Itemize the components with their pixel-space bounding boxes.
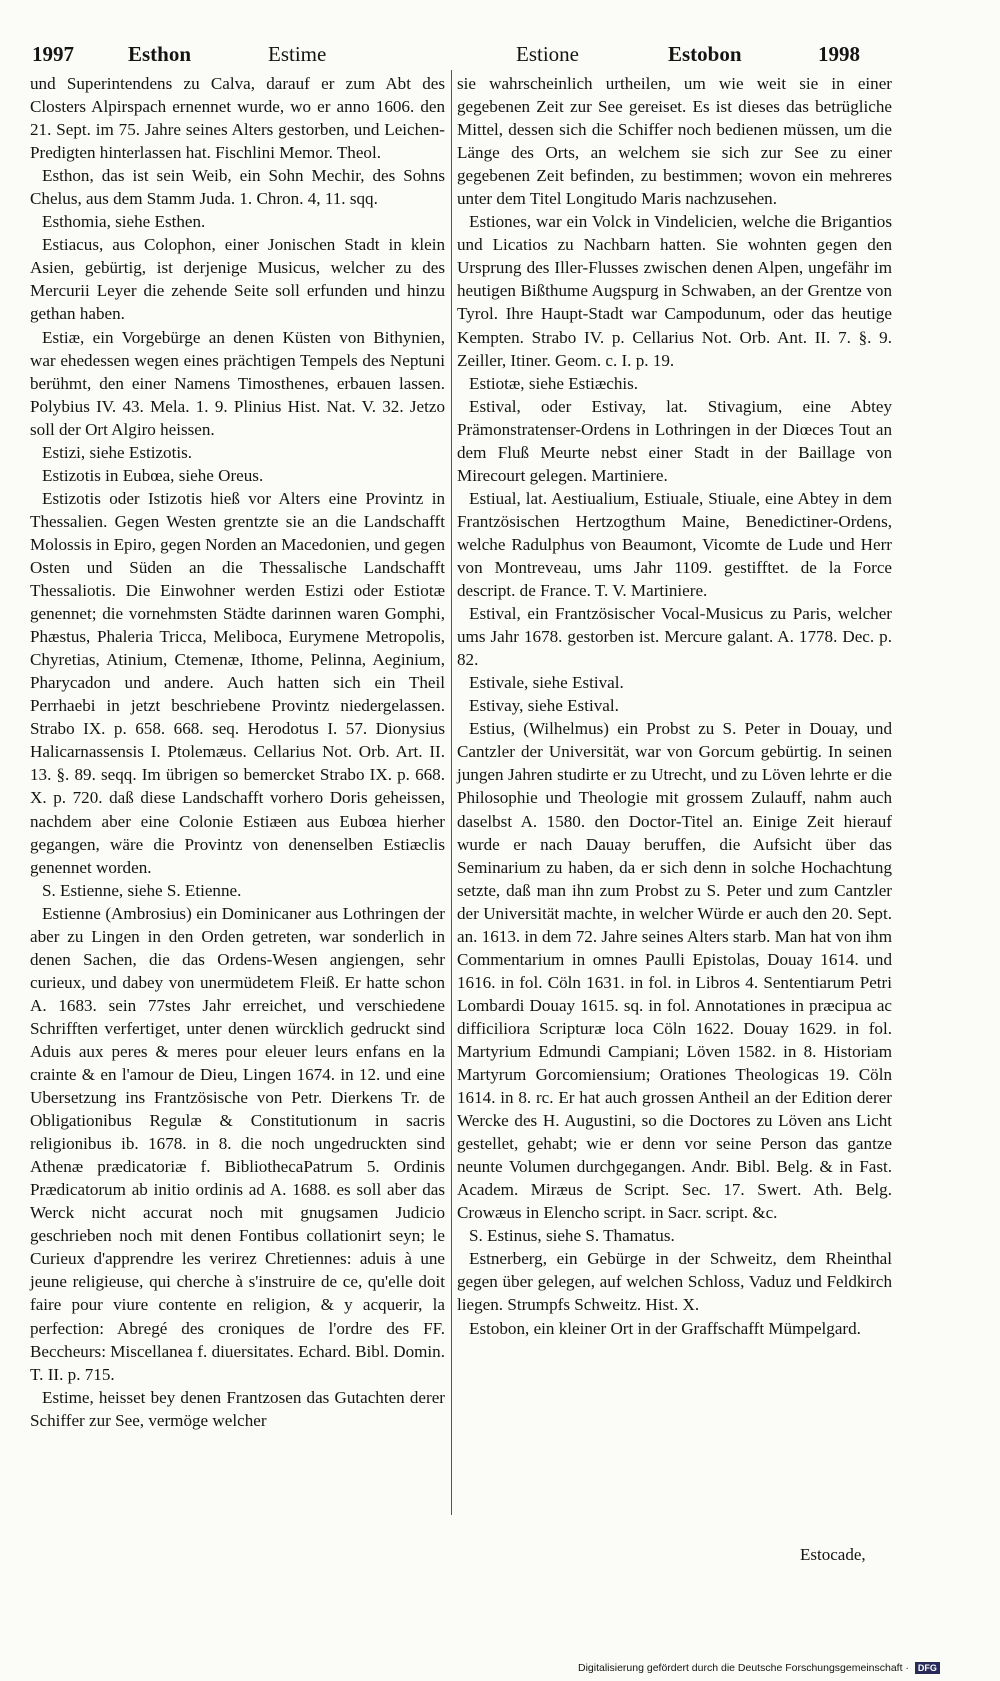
header-keyword-4: Estobon: [668, 42, 742, 66]
entry-estiones: Estiones, war ein Volck in Vindelicien, welche die Brigantios und Licatios zu Nachbarn hatten. Sie wohnten gegen den Ursprung des Iller-Flusses zwischen denen Alpen, ungefähr im heutigen Bißthume Augspurg in Schwaben, an der Grentze von Tyrol. Ihre Haupt-Stadt war Campodunum, oder das heutige Kempten. Strabo IV. p. Cellarius Not. Orb. Ant. II. 7. §. 9. Zeiller, Itiner. Geom. c. I. p. 19.: [457, 212, 892, 370]
entry-s-estienne: S. Estienne, siehe S. Etienne.: [42, 880, 242, 900]
page-header: [28, 42, 888, 68]
dfg-logo: DFG: [915, 1662, 940, 1674]
header-keyword-1: Esthon: [128, 42, 192, 66]
entry-esthomia: Esthomia, siehe Esthen.: [42, 212, 206, 232]
entry-estnerberg: Estnerberg, ein Gebürge in der Schweitz, dem Rheinthal gegen über gelegen, auf welchen Schloss, Vaduz und Feldkirch liegen. Strumpfs Schweitz. Hist. X.: [457, 1249, 892, 1315]
column-divider: [451, 70, 452, 1515]
footer: [578, 1662, 940, 1674]
header-keyword-3: Estione: [516, 42, 579, 66]
header-keyword-2: Estime: [268, 42, 327, 66]
entry-estival-abbey: Estival, oder Estivay, lat. Stivagium, eine Abtey Prämonstratenser-Ordens in Lothringen in der Diœces Tout an dem Fluß Meurte nebst einer Stadt in der Baillage von Mirecourt gelegen. Martiniere.: [457, 396, 892, 485]
left-column: [30, 72, 445, 1432]
entry-estime: Estime, heisset bey denen Frantzosen das Gutachten derer Schiffer zur See, vermöge welcher: [30, 1387, 445, 1430]
entry-estivale: Estivale, siehe Estival.: [469, 673, 624, 693]
right-column: [457, 72, 892, 1340]
page-number-left: 1997: [32, 42, 74, 66]
entry-estiotae: Estiotæ, siehe Estiæchis.: [469, 373, 639, 393]
catchword: Estocade,: [800, 1545, 866, 1564]
entry-estiae: Estiæ, ein Vorgebürge an denen Küsten von Bithynien, war ehedessen wegen eines prächtigen Tempels des Neptuni berühmt, den einer Namens Timosthenes, erbauen lassen. Polybius IV. 43. Mela. 1. 9. Plinius Hist. Nat. V. 32. Jetzo soll der Ort Algiro heissen.: [30, 327, 445, 439]
entry-estienne-ambrosius: Estienne (Ambrosius) ein Dominicaner aus Lothringen der aber zu Lingen in den Orden getreten, war sonderlich in denen Sachen, die das Ordens-Wesen angiengen, sehr curieux, und dabey von unermüdetem Fleiß. Er hatte schon A. 1683. sein 77stes Jahr erreichet, und verschiedene Schrifften verfertiget, unter denen würcklich gedruckt sind Aduis aux peres & meres pour eleuer leurs enfans en la crainte & en l'amour de Dieu, Lingen 1674. in 12. und eine Ubersetzung ins Frantzösische von Petr. Dierkens Tr. de Obligationibus Regulæ & Constitutionum in sacris religionibus ib. 1678. in 8. die noch ungedruckten sind Athenæ prædicatoriæ f. BibliothecaPatrum 5. Ordinis Prædicatorum ab initio ordinis ad A. 1688. es soll aber das Werck nicht accurat noch mit gnugsamen Judicio geschrieben noch mit denen Fontibus collationirt seyn; le Curieux d'apprendre les verirez Chretiennes: aduis à une jeune religieuse, qui cherche à s'instruire de ce, qu'elle doit faire pour viure contente en religion, & y acquerir, la perfection: Abregé des croniques de l'ordre des FF. Beccheurs: Miscellanea f. diuersitates. Echard. Bibl. Domin. T. II. p. 715.: [30, 903, 445, 1384]
footer-text: Digitalisierung gefördert durch die Deutsche Forschungsgemeinschaft ·: [578, 1662, 909, 1674]
entry-estiacus: Estiacus, aus Colophon, einer Jonischen Stadt in klein Asien, gebürtig, ist derjenige Musicus, welcher zu des Mercurii Leyer die zehende Seite soll erfunden und hinzu gethan haben.: [30, 235, 445, 324]
entry-estizi: Estizi, siehe Estizotis.: [42, 442, 193, 462]
entry-estius: Estius, (Wilhelmus) ein Probst zu S. Peter in Douay, und Cantzler der Universität, war von Gorcum gebürtig. In seinen jungen Jahren studirte er zu Utrecht, und zu Löven lehrte er die Philosophie und Theologie mit grossem Zulauff, nahm auch daselbst A. 1580. den Doctor-Titel an. Einige Zeit hierauf wurde er nach Dauay beruffen, die Aufsicht über das Seminarium zu haben, da er sich denn in solche Hochachtung setzte, daß man ihn zum Probst zu S. Peter und zum Cantzler der Universität machte, in welcher Würde er auch den 20. Sept. an. 1613. in dem 72. Jahre seines Alters starb. Man hat von ihm Commentarium in omnes Paulli Epistolas, Douay 1614. und 1616. in fol. Cöln 1631. in fol. in Libros 4. Sententiarum Petri Lombardi Douay 1615. sq. in fol. Annotationes in præcipua ac difficiliora Scripturæ loca Cöln 1622. Douay 1629. in fol. Martyrium Edmundi Campiani; Löven 1582. in 8. Historiam Martyrum Gorcomiensium; Orationes Theologicas 19. Cöln 1614. in 8. rc. Er hat auch grossen Antheil an der Edition derer Wercke des H. Augustini, so die Doctores zu Löven ans Licht gestellet, gehabt; wie er denn vor seine Person das gantze neunte Volumen durchgegangen. Andr. Bibl. Belg. & in Fast. Academ. Miræus de Script. Sec. 17. Swert. Ath. Belg. Crowæus in Elencho script. in Sacr. script. &c.: [457, 719, 892, 1223]
page-number-right: 1998: [818, 42, 860, 66]
entry-estobon: Estobon, ein kleiner Ort in der Graffschafft Mümpelgard.: [469, 1318, 861, 1338]
entry-estiual: Estiual, lat. Aestiualium, Estiuale, Stiuale, eine Abtey in dem Frantzösischen Hertzogthum Maine, Benedictiner-Ordens, welche Radulphus von Beaumont, Vicomte de Lude und Herr von Montreveau, ums Jahr 1109. gestifftet. de la Force descript. de France. T. V. Martiniere.: [457, 488, 892, 601]
entry-estivay: Estivay, siehe Estival.: [469, 696, 619, 716]
entry-esthon: Esthon, das ist sein Weib, ein Sohn Mechir, des Sohns Chelus, aus dem Stamm Juda. 1. Chron. 4, 11. sqq.: [30, 166, 445, 209]
entry-estival-musicus: Estival, ein Frantzösischer Vocal-Musicus zu Paris, welcher ums Jahr 1678. gestorben ist. Mercure galant. A. 1778. Dec. p. 82.: [457, 604, 892, 670]
entry-continuation: und Superintendens zu Calva, darauf er zum Abt des Closters Alpirspach ernennet wurde, wo er anno 1606. den 21. Sept. im 75. Jahre seines Alters gestorben, und Leichen-Predigten hinterlassen hat. Fischlini Memor. Theol.: [30, 74, 445, 163]
entry-estime-continuation: sie wahrscheinlich urtheilen, um wie weit sie in einer gegebenen Zeit zur See gereiset. Es ist dieses das betrügliche Mittel, dessen sich die Schiffer noch bedienen müssen, um die Länge des Orts, an welchem sie sich zur See zu einer gegebenen Zeit befinden, zu bestimmen; wovon ein mehreres unter dem Titel Longitudo Maris nachzusehen.: [457, 74, 892, 209]
entry-estizotis-euboea: Estizotis in Eubœa, siehe Oreus.: [42, 465, 264, 485]
entry-s-estinus: S. Estinus, siehe S. Thamatus.: [469, 1226, 675, 1246]
entry-estizotis: Estizotis oder Istizotis hieß vor Alters eine Provintz in Thessalien. Gegen Westen grentzte sie an die Landschafft Molossis in Epiro, gegen Norden an Macedonien, und gegen Osten und Süden an die Thessalische Landschafft Thessaliotis. Die Einwohner werden Estizi oder Estiotæ genennet; die vornehmsten Städte darinnen waren Gomphi, Phæstus, Phaleria Tricca, Meliboca, Eurymene Metropolis, Chyretias, Atinium, Ctemenæ, Ithome, Pelinna, Aeginium, Pharycadon und andere. Auch hatten sich ein Theil Perrhaebi in jetzt beschriebene Provintz niedergelassen. Strabo IX. p. 658. 668. seq. Herodotus I. 57. Dionysius Halicarnassensis I. Ptolemæus. Cellarius Not. Orb. Art. II. 13. §. 89. seqq. Im übrigen so bemercket Strabo IX. p. 668. X. p. 720. daß diese Landschafft vorhero Doris geheissen, nachdem aber eine Colonie Estiæen aus Eubœa hierher gegangen, wäre die Provintz von denenselben Estiæclis genennet worden.: [30, 488, 445, 877]
